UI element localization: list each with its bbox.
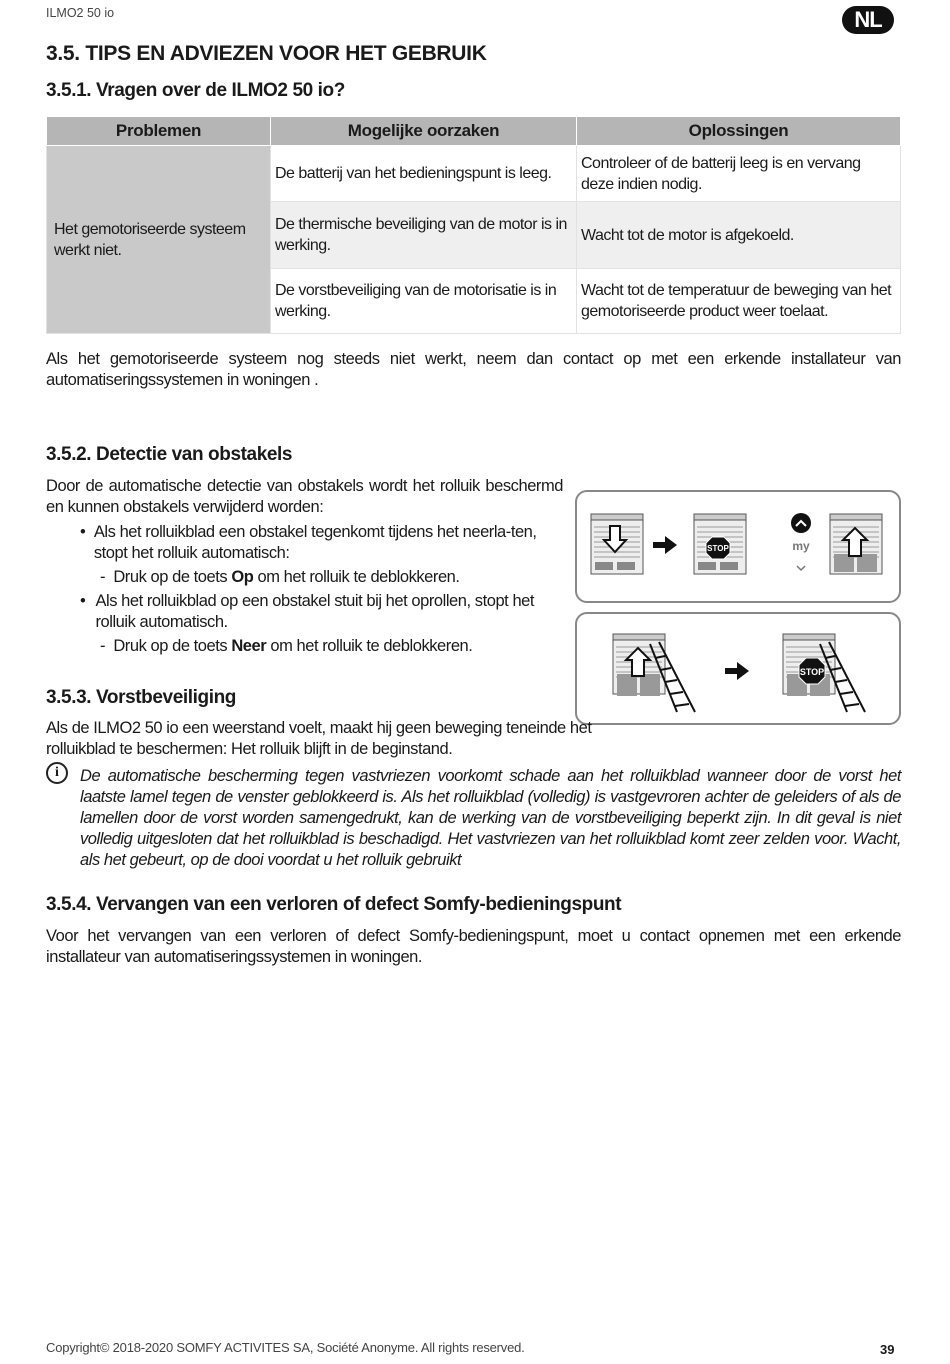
copyright: Copyright© 2018-2020 SOMFY ACTIVITES SA, Société Anonyme. All rights reserved. — [46, 1340, 525, 1355]
replace-text: Voor het vervangen van een verloren of defect Somfy-bedieningspunt, moet u contact opnemen met een erkende installateur van automatiseringssystemen in woningen. — [46, 927, 901, 966]
key-label: Neer — [231, 637, 267, 655]
illustration-descent-obstacle — [575, 490, 901, 603]
cause-cell: De batterij van het bedieningspunt is leeg. — [271, 146, 577, 202]
table-row — [47, 146, 901, 202]
info-text: De automatische bescherming tegen vastvriezen voorkomt schade aan het rolluikblad wanneer door de vorst het laatste lamel tegen de venster geblokkeerd is. Als het rolluikblad (volledig) is vastgevroren achter de geleiders of als de lamellen door de vorst worden samengedrukt, kan de werking van de vorstbeveiliging beperkt zijn. In dit geval is niet volledig uitgesloten dat het rolluikblad is beschadigd. Het vastvriezen van het rolluikblad komt zeer zelden voor. Wacht, als het gebeurt, op de dooi voordat u het rolluik gebruikt — [80, 767, 901, 869]
bullet-text: Als het rolluikblad een obstakel tegenkomt tijdens het neerla-ten, stopt het rolluik automatisch: — [93, 523, 537, 562]
up-button-icon — [791, 513, 811, 533]
key-label: Op — [231, 568, 254, 586]
section-heading: 3.5.4. Vervangen van een verloren of defect Somfy-bedieningspunt — [46, 894, 622, 915]
sub-text: Druk op de toets — [113, 568, 232, 586]
bullet-list: • Als het rolluikblad een obstakel tegenkomt tijdens het neerla-ten, stopt het rolluik automatisch: - Druk op de toets Op om het rolluik te deblokkeren. • Als het rolluikblad op een obstakel stuit bij het oprollen, stopt het rolluik automatisch. - Druk op de toets Neer om het rolluik te deblokkeren. — [80, 522, 563, 657]
solution-cell: Wacht tot de temperatuur de beweging van het gemotoriseerde product weer toelaat. — [577, 269, 901, 334]
section-heading: 3.5.1. Vragen over de ILMO2 50 io? — [46, 80, 345, 101]
col-header: Mogelijke oorzaken — [271, 117, 577, 146]
shutter-ladder-illustration — [577, 614, 899, 723]
sub-text: Druk op de toets — [113, 637, 232, 655]
cause-cell: De vorstbeveiliging van de motorisatie is in werking. — [271, 269, 577, 334]
solution-cell: Controleer of de batterij leeg is en vervang deze indien nodig. — [577, 146, 901, 202]
section-heading: 3.5.2. Detectie van obstakels — [46, 444, 293, 465]
right-arrow-icon — [725, 662, 749, 680]
bullet-text: Als het rolluikblad op een obstakel stuit bij het oprollen, stopt het rolluik automatisch. — [95, 592, 535, 631]
intro-text: Door de automatische detectie van obstakels wordt het rolluik beschermd en kunnen obstakels verwijderd worden: — [46, 477, 563, 516]
cause-cell: De thermische beveiliging van de motor is in werking. — [271, 202, 577, 269]
my-button-label: my — [792, 539, 810, 553]
section-heading: 3.5.3. Vorstbeveiliging — [46, 687, 237, 708]
header-product: ILMO2 50 io — [46, 6, 115, 20]
info-icon: i — [46, 762, 68, 784]
illustration-ascent-obstacle — [575, 612, 901, 725]
col-header: Oplossingen — [577, 117, 901, 146]
down-button-icon — [797, 566, 805, 570]
shutter-illustration — [577, 492, 899, 601]
troubleshooting-table — [46, 116, 901, 334]
problem-cell: Het gemotoriseerde systeem werkt niet. — [47, 146, 271, 334]
stop-sign-label: STOP — [707, 544, 729, 553]
frost-text: Als de ILMO2 50 io een weerstand voelt, maakt hij geen beweging teneinde het rolluikblad te beschermen: Het rolluik blijft in de beginstand. — [46, 719, 592, 758]
sub-text: om het rolluik te deblokkeren. — [253, 568, 460, 586]
language-badge: NL — [842, 6, 894, 34]
right-arrow-icon — [653, 536, 677, 554]
page-number: 39 — [880, 1342, 895, 1357]
note-text: Als het gemotoriseerde systeem nog steeds niet werkt, neem dan contact op met een erkende installateur van automatiseringssystemen in woningen . — [46, 350, 901, 389]
stop-sign-label: STOP — [799, 667, 825, 677]
page-title: 3.5. TIPS EN ADVIEZEN VOOR HET GEBRUIK — [46, 42, 487, 65]
solution-cell: Wacht tot de motor is afgekoeld. — [577, 202, 901, 269]
sub-text: om het rolluik te deblokkeren. — [266, 637, 473, 655]
col-header: Problemen — [47, 117, 271, 146]
